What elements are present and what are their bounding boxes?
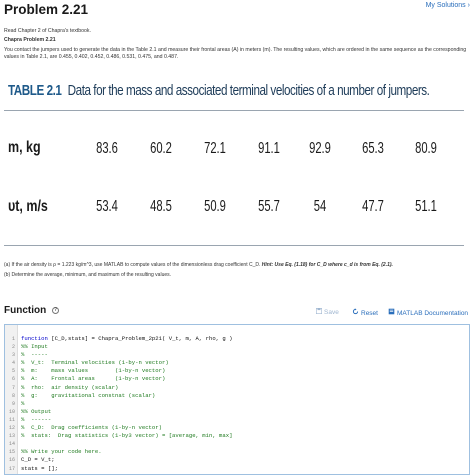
- code-line[interactable]: [5, 343, 465, 351]
- velocity-cell: 51.1: [415, 198, 437, 215]
- question-a-text: (a) If the air density is ρ = 1.223 kg/m^3, use MATLAB to compute values of the dimensionless drag coefficient C_D.: [4, 262, 261, 268]
- reset-button[interactable]: [352, 308, 378, 317]
- floppy-icon: [316, 308, 322, 316]
- my-solutions-label: My Solutions: [425, 2, 466, 9]
- line-number: 17: [8, 465, 15, 472]
- velocity-cell: 54: [313, 198, 327, 215]
- doc-label: MATLAB Documentation: [397, 310, 469, 317]
- code-text: % ------: [21, 415, 52, 423]
- intro-read-chapter: Read Chapter 2 of Chapra's textbook.: [4, 28, 91, 34]
- line-number: 11: [8, 416, 15, 423]
- code-text: % A: Frontal areas (1-by-n vector): [21, 375, 166, 383]
- code-text: % -----: [21, 351, 48, 359]
- code-text: % C_D: Drag coefficients (1-by-n vector): [21, 424, 162, 432]
- code-line[interactable]: [5, 440, 465, 448]
- code-text: stats = [];: [21, 464, 58, 472]
- line-number: 9: [11, 400, 15, 407]
- book-icon: [388, 308, 395, 317]
- code-line[interactable]: [5, 424, 465, 432]
- code-line[interactable]: [5, 408, 465, 416]
- matlab-documentation-button[interactable]: [388, 308, 468, 317]
- table-top-rule: [4, 110, 464, 111]
- reset-label: Reset: [361, 310, 378, 317]
- my-solutions-link[interactable]: [426, 2, 470, 9]
- code-text: %% Input: [21, 343, 48, 351]
- code-line[interactable]: [5, 465, 465, 473]
- line-number: 6: [11, 376, 15, 383]
- code-line[interactable]: [5, 400, 465, 408]
- mass-cell: 80.9: [415, 140, 437, 157]
- code-text: % V_t: Terminal velocities (1-by-n vector): [21, 359, 169, 367]
- mass-cell: 65.3: [362, 140, 384, 157]
- code-line[interactable]: [5, 335, 465, 343]
- code-line[interactable]: [5, 432, 465, 440]
- table-number: TABLE 2.1: [8, 82, 62, 99]
- line-number: 8: [11, 392, 15, 399]
- table-caption: [8, 82, 429, 99]
- page-header: [2, 0, 472, 22]
- line-number: 13: [8, 433, 15, 440]
- line-number: 7: [11, 384, 15, 391]
- velocity-cell: 50.9: [204, 198, 226, 215]
- function-title: [4, 305, 59, 316]
- code-text: function [C_D,stats] = Chapra_Problem_2p21( V_t, m, A, rho, g ): [21, 335, 233, 342]
- mass-cell: 91.1: [258, 140, 280, 157]
- code-text: % stats: Drag statistics (1-by3 vector) = [average, min, max]: [21, 432, 233, 440]
- mass-cell: 60.2: [150, 140, 172, 157]
- mass-row-label: m, kg: [8, 139, 41, 156]
- code-text: % m: mass values (1-by-n vector): [21, 367, 166, 375]
- table-caption-text: Data for the mass and associated terminal velocities of a number of jumpers.: [67, 82, 430, 99]
- code-text: % g: gravitational constnat (scalar): [21, 391, 156, 399]
- code-line[interactable]: [5, 384, 465, 392]
- code-text: %: [21, 399, 25, 407]
- save-label: Save: [324, 309, 339, 316]
- line-number: 16: [8, 457, 15, 464]
- intro-problem-statement: You contact the jumpers used to generate the data in the Table 2.1 and measure their frontal areas (A) in meters (m). The resulting values, which are ordered in the same sequence as the corresponding values in Table 2.1, are 0.455, 0.402, 0.452, 0.486, 0.531, 0.475, and 0.487.: [4, 47, 467, 60]
- line-number: 4: [11, 360, 15, 367]
- help-icon[interactable]: ?: [53, 306, 58, 313]
- code-lines: [5, 335, 465, 473]
- code-text: %% Write your code here.: [21, 448, 102, 456]
- velocity-cell: 53.4: [96, 198, 118, 215]
- mass-cell: 72.1: [204, 140, 226, 157]
- line-number: 2: [11, 344, 15, 351]
- code-text: % rho: air density (scalar): [21, 383, 119, 391]
- code-text: C_D = V_t;: [21, 456, 55, 464]
- code-line[interactable]: [5, 351, 465, 359]
- page-title: Problem 2.21: [4, 2, 89, 17]
- code-line[interactable]: [5, 375, 465, 383]
- velocity-cell: 55.7: [258, 198, 280, 215]
- line-number: 15: [8, 449, 15, 456]
- code-line[interactable]: [5, 416, 465, 424]
- code-text: %% Output: [21, 407, 52, 415]
- line-number: 14: [8, 441, 15, 448]
- line-number: 10: [8, 408, 15, 415]
- line-number: 3: [11, 352, 15, 359]
- code-line[interactable]: [5, 456, 465, 464]
- intro-problem-name: Chapra Problem 2.21: [4, 37, 56, 43]
- question-a: [4, 262, 393, 269]
- mass-cell: 83.6: [96, 140, 118, 157]
- line-number: 1: [11, 336, 15, 342]
- table-bottom-rule: [4, 245, 464, 246]
- code-line[interactable]: [5, 367, 465, 375]
- line-number: 12: [8, 425, 15, 432]
- velocity-cell: 48.5: [150, 198, 172, 215]
- code-line[interactable]: [5, 448, 465, 456]
- mass-cell: 92.9: [309, 140, 331, 157]
- reset-icon: [352, 308, 359, 317]
- question-a-hint: Hint: Use Eq. (1.18) for C_D where c_d is from Eq. (2.1).: [261, 262, 393, 268]
- function-title-text: Function: [4, 305, 47, 316]
- question-b: (b) Determine the average, minimum, and maximum of the resulting values.: [4, 272, 172, 278]
- function-panel-header: [4, 304, 470, 320]
- code-editor[interactable]: [4, 324, 470, 475]
- code-line[interactable]: [5, 392, 465, 400]
- data-table: [4, 78, 464, 246]
- velocity-cell: 47.7: [362, 198, 384, 215]
- chevron-right-icon: ›: [467, 2, 470, 9]
- code-line[interactable]: [5, 359, 465, 367]
- line-number: 5: [11, 368, 15, 375]
- velocity-row-label: υt, m/s: [8, 198, 48, 215]
- save-button[interactable]: [316, 308, 339, 316]
